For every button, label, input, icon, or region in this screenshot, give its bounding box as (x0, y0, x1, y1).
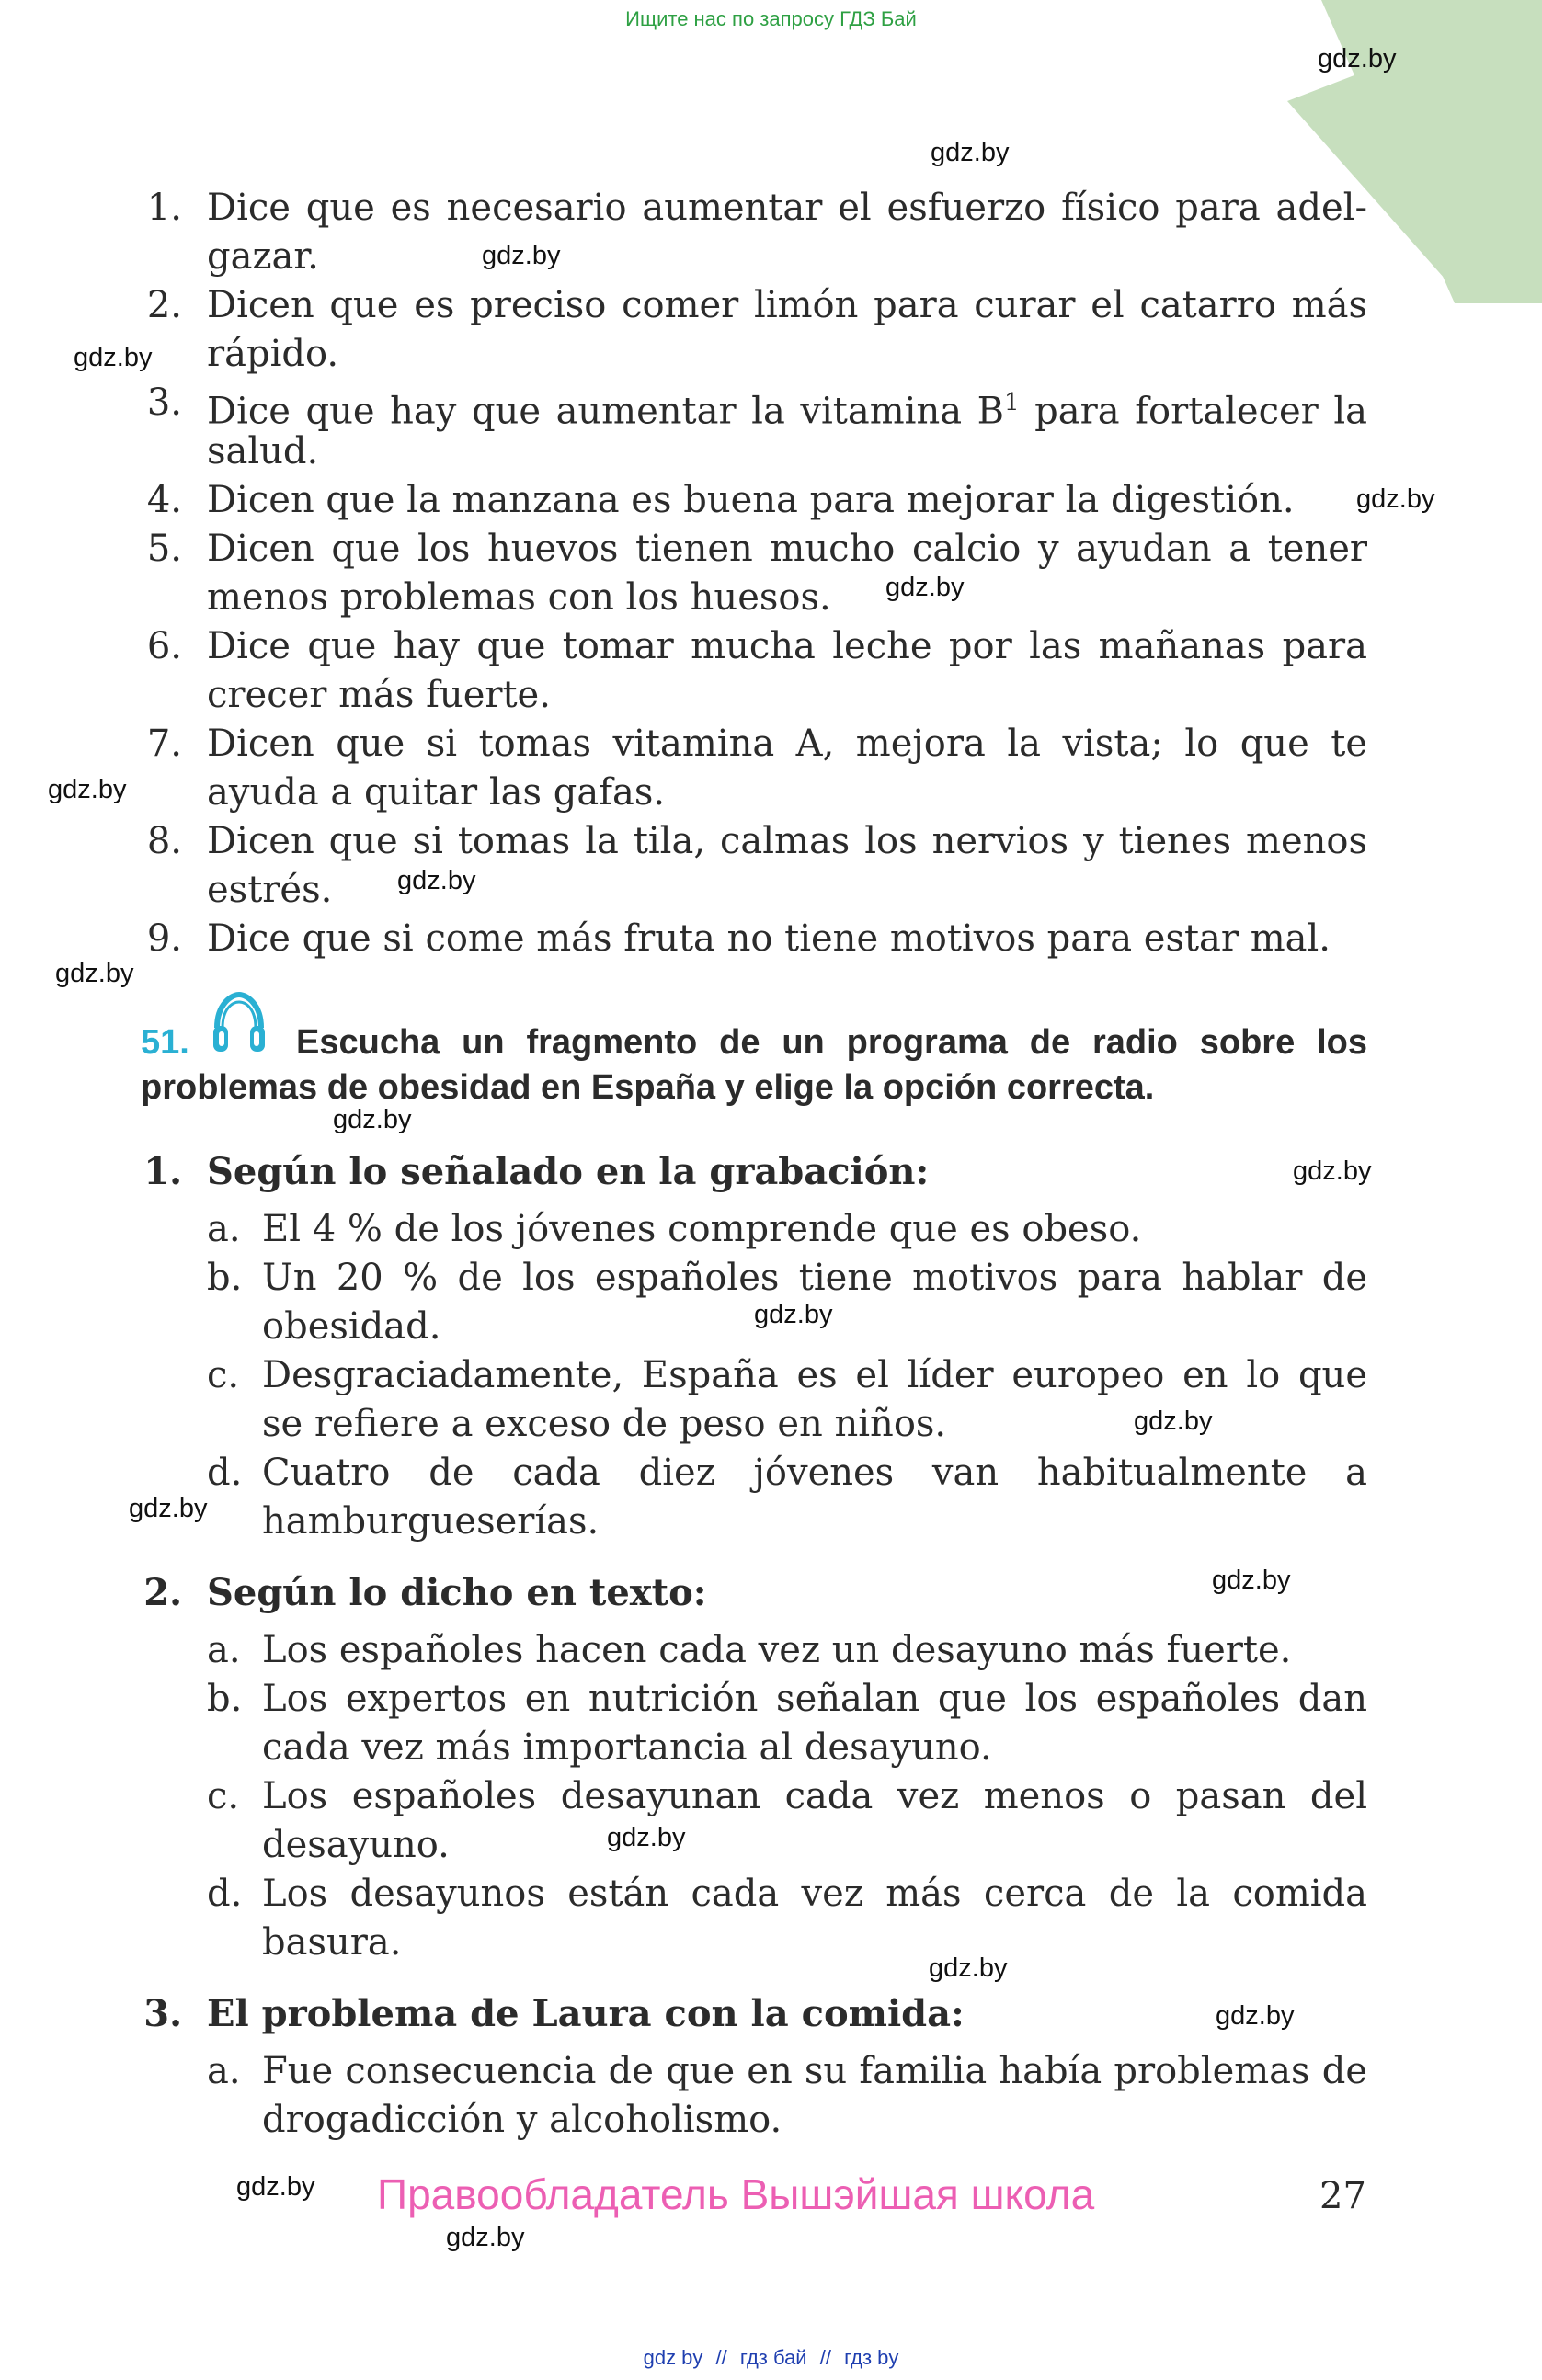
separator: // (715, 2346, 727, 2369)
list-item-line: salud. (207, 430, 319, 473)
page-number: 27 (1319, 2175, 1366, 2217)
superscript: 1 (1004, 389, 1020, 416)
top-banner[interactable]: Ищите нас по запросу ГДЗ Бай (625, 7, 917, 30)
option-line: Los españoles hacen cada vez un desayuno más fuerte. (262, 1629, 1292, 1671)
list-item-number: 1. (146, 187, 182, 229)
watermark: gdz.by (1216, 2001, 1295, 2031)
list-item-line: ayuda a quitar las gafas. (207, 771, 666, 814)
watermark: gdz.by (482, 241, 561, 270)
exercise-number: 51. (141, 1023, 189, 1062)
option-line: hamburgueserías. (262, 1500, 600, 1543)
link-gdz-by-ru[interactable]: гдз by (844, 2346, 899, 2369)
list-item-number: 4. (146, 479, 182, 521)
list-item-line: Dicen que es preciso comer limón para curar el catarro más (207, 284, 1367, 326)
watermark: gdz.by (333, 1105, 412, 1134)
option-letter: c. (207, 1775, 240, 1817)
list-item-line: Dice que si come más fruta no tiene motivos para estar mal. (207, 917, 1331, 960)
list-item-number: 9. (146, 917, 182, 960)
list-item-number: 6. (146, 625, 182, 667)
separator: // (819, 2346, 831, 2369)
option-letter: a. (207, 2050, 241, 2092)
option-line: Los expertos en nutrición señalan que los españoles dan (262, 1678, 1367, 1720)
exercise-instruction-line: Escucha un fragmento de un programa de radio sobre los (296, 1023, 1367, 1062)
list-item-line: Dicen que si tomas la tila, calmas los nervios y tienes menos (207, 820, 1367, 862)
list-item-line: estrés. (207, 869, 333, 911)
option-line: obesidad. (262, 1305, 441, 1348)
watermark: gdz.by (236, 2172, 315, 2202)
list-item-line: Dice que es necesario aumentar el esfuerzo físico para adel- (207, 187, 1367, 229)
option-letter: a. (207, 1208, 241, 1250)
list-item-number: 3. (146, 381, 182, 424)
list-item-line: rápido. (207, 333, 339, 375)
link-gdz-by[interactable]: gdz by (643, 2346, 703, 2369)
watermark: gdz.by (55, 959, 134, 988)
list-item-line: Dice que hay que aumentar la vitamina $B^1$ para fortalecer la (207, 389, 1368, 433)
option-line: drogadicción y alcoholismo. (262, 2099, 782, 2141)
option-line: Los españoles desayunan cada vez menos o pasan del (262, 1775, 1367, 1817)
option-letter: b. (207, 1678, 243, 1720)
option-line: El 4 % de los jóvenes comprende que es obeso. (262, 1208, 1142, 1250)
question-number: 1. (143, 1150, 182, 1193)
watermark: gdz.by (885, 573, 965, 602)
question-title: El problema de Laura con la comida: (207, 1992, 965, 2035)
option-line: Los desayunos están cada vez más cerca de la comida (262, 1873, 1367, 1915)
option-line: Desgraciadamente, España es el líder europeo en lo que (262, 1354, 1367, 1396)
watermark: gdz.by (1212, 1566, 1291, 1595)
option-line: basura. (262, 1921, 402, 1964)
corner-shape (1287, 55, 1508, 303)
option-line: Un 20 % de los españoles tiene motivos para hablar de (262, 1257, 1367, 1299)
option-line: Fue consecuencia de que en su familia había problemas de (262, 2050, 1367, 2092)
option-line: desayuno. (262, 1824, 450, 1866)
bottom-links (0, 2346, 1542, 2370)
watermark: gdz.by (607, 1823, 686, 1852)
list-item-number: 7. (146, 723, 182, 765)
list-item-line: gazar. (207, 235, 319, 278)
option-line: Cuatro de cada diez jóvenes van habitualmente a (262, 1452, 1367, 1494)
list-item-line: Dicen que la manzana es buena para mejorar la digestión. (207, 479, 1295, 521)
watermark: gdz.by (446, 2223, 525, 2252)
watermark: gdz.by (931, 138, 1010, 167)
question-title: Según lo señalado en la grabación: (207, 1150, 930, 1193)
list-item-line: menos problemas con los huesos. (207, 576, 831, 619)
list-item-line: Dicen que los huevos tienen mucho calcio y ayudan a tener (207, 528, 1367, 570)
option-letter: b. (207, 1257, 243, 1299)
option-line: cada vez más importancia al desayuno. (262, 1726, 992, 1769)
option-letter: c. (207, 1354, 240, 1396)
watermark: gdz.by (1293, 1156, 1372, 1186)
question-number: 3. (143, 1992, 182, 2035)
headphones-icon[interactable] (210, 991, 268, 1057)
watermark: gdz.by (397, 866, 476, 895)
watermark: gdz.by (74, 343, 153, 372)
option-line: se refiere a exceso de peso en niños. (262, 1403, 947, 1445)
link-gdz-bai[interactable]: гдз бай (739, 2346, 807, 2369)
watermark: gdz.by (1318, 44, 1397, 74)
corner-diamond (1287, 55, 1508, 303)
question-number: 2. (143, 1571, 182, 1614)
list-item-line: Dicen que si tomas vitamina A, mejora la vista; lo que te (207, 723, 1367, 765)
list-item-number: 5. (146, 528, 182, 570)
option-letter: d. (207, 1873, 243, 1915)
list-item-line: Dice que hay que tomar mucha leche por las mañanas para (207, 625, 1367, 667)
list-item-number: 2. (146, 284, 182, 326)
watermark: gdz.by (754, 1300, 833, 1329)
question-title: Según lo dicho en texto: (207, 1571, 707, 1614)
watermark: gdz.by (1134, 1406, 1213, 1436)
watermark: gdz.by (48, 775, 127, 804)
watermark: gdz.by (129, 1494, 208, 1523)
option-letter: d. (207, 1452, 243, 1494)
list-item-line: crecer más fuerte. (207, 674, 551, 716)
watermark: gdz.by (1356, 484, 1435, 514)
watermark: gdz.by (929, 1953, 1008, 1983)
exercise-instruction-line: problemas de obesidad en España y elige la opción correcta. (141, 1068, 1155, 1107)
copyright-owner: Правообладатель Вышэйшая школа (377, 2170, 1095, 2218)
option-letter: a. (207, 1629, 241, 1671)
list-item-number: 8. (146, 820, 182, 862)
